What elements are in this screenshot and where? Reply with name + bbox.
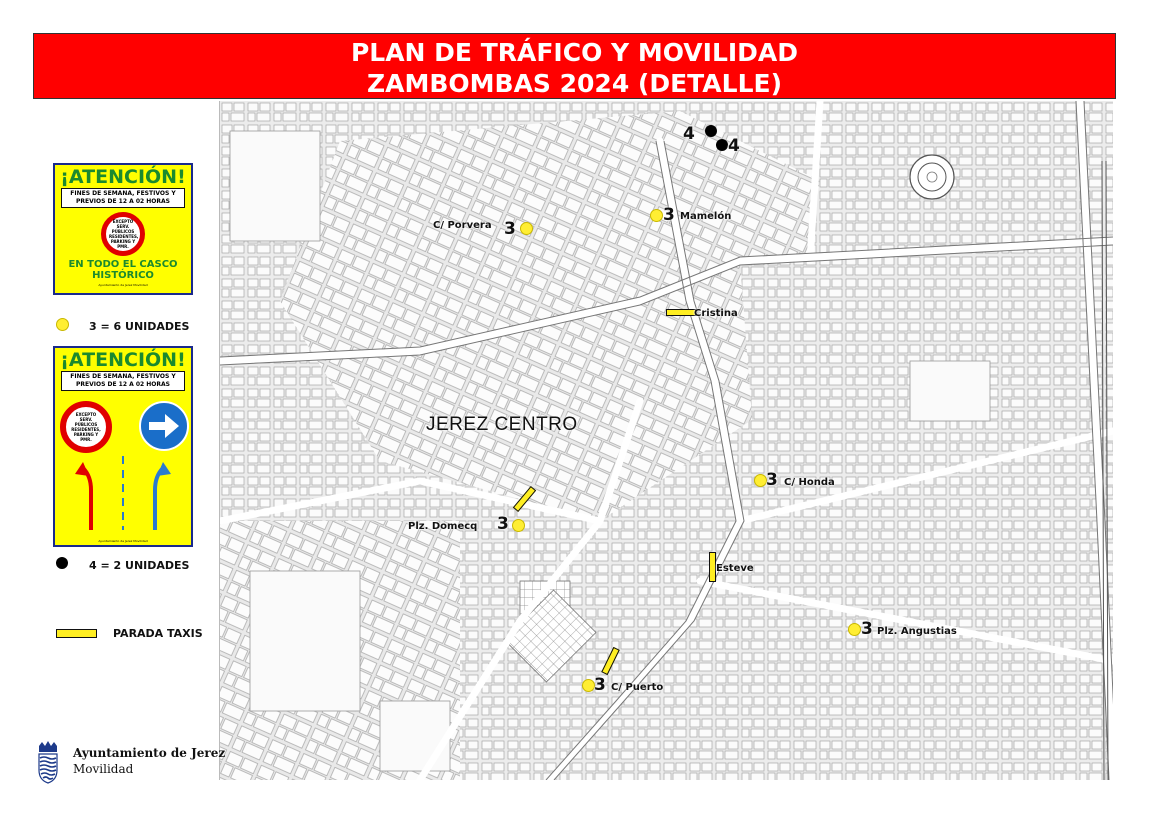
taxi-label-cristina: Cristina <box>694 308 738 319</box>
sign-2-note: FINES DE SEMANA, FESTIVOS Y PREVIOS DE 12 A 02 HORAS <box>61 371 185 391</box>
legend-black-label: 4 = 2 UNIDADES <box>89 559 190 572</box>
sign-1-circle-text: EXCEPTO SERV. PÚBLICOS RESIDENTES, PARKING Y PMR. <box>109 219 139 249</box>
sign-2-heading: ¡ATENCIÓN! <box>60 349 186 371</box>
prohibition-sign-icon <box>101 212 145 256</box>
black-point-2-dot <box>716 139 728 151</box>
sign-1-footer: EN TODO EL CASCO HISTÓRICO <box>68 259 178 281</box>
sign-1-org: Ayuntamiento de Jerez Movilidad <box>98 283 148 287</box>
legend-black-dot <box>56 557 68 569</box>
street-map-background <box>220 101 1113 780</box>
legend-taxi-label: PARADA TAXIS <box>113 627 203 640</box>
title-banner <box>33 33 1116 99</box>
taxi-label-esteve: Esteve <box>716 563 754 574</box>
title-line-1: PLAN DE TRÁFICO Y MOVILIDAD <box>350 38 799 67</box>
point-number-mamelon: 3 <box>663 205 675 225</box>
taxi-stop-cristina <box>666 309 696 316</box>
footer-dept: Movilidad <box>73 762 134 776</box>
point-dot-domecq <box>512 519 525 532</box>
ayuntamiento-logo <box>36 740 60 784</box>
point-dot-porvera <box>520 222 533 235</box>
point-label-puerto: C/ Puerto <box>611 682 664 693</box>
prohibition-sign-icon-2 <box>60 401 112 453</box>
point-number-honda: 3 <box>766 470 778 490</box>
title-line-2: ZAMBOMBAS 2024 (DETALLE) <box>366 69 782 98</box>
sign-2-org: Ayuntamiento de Jerez Movilidad <box>98 539 148 543</box>
sign-1-heading: ¡ATENCIÓN! <box>60 166 186 188</box>
point-label-porvera: C/ Porvera <box>433 220 492 231</box>
black-point-2-number: 4 <box>728 136 740 156</box>
sign-1-note: FINES DE SEMANA, FESTIVOS Y PREVIOS DE 12 A 02 HORAS <box>61 188 185 208</box>
point-number-porvera: 3 <box>504 219 516 239</box>
lane-arrows-icon <box>55 454 191 544</box>
point-label-mamelon: Mamelón <box>680 211 732 222</box>
area-label-jerez-centro: JEREZ CENTRO <box>426 414 578 435</box>
footer-org: Ayuntamiento de Jerez <box>73 746 226 760</box>
point-label-domecq: Plz. Domecq <box>408 521 478 532</box>
legend-yellow-dot <box>56 318 69 331</box>
point-number-domecq: 3 <box>497 514 509 534</box>
point-dot-angustias <box>848 623 861 636</box>
sign-casco-historico <box>53 163 193 295</box>
taxi-stop-esteve <box>709 552 716 582</box>
legend-yellow-label: 3 = 6 UNIDADES <box>89 320 190 333</box>
legend-taxi-icon <box>56 629 97 638</box>
sign-direction <box>53 346 193 547</box>
arrow-right-sign-icon <box>139 401 189 451</box>
point-label-angustias: Plz. Angustias <box>877 626 957 637</box>
point-label-honda: C/ Honda <box>784 477 835 488</box>
point-number-angustias: 3 <box>861 619 873 639</box>
point-number-puerto: 3 <box>594 675 606 695</box>
black-point-1-number: 4 <box>683 124 695 144</box>
street-map <box>219 101 1113 780</box>
black-point-1-dot <box>705 125 717 137</box>
sign-2-circle-text: EXCEPTO SERV. PÚBLICOS RESIDENTES, PARKING Y PMR. <box>71 412 101 442</box>
point-dot-mamelon <box>650 209 663 222</box>
